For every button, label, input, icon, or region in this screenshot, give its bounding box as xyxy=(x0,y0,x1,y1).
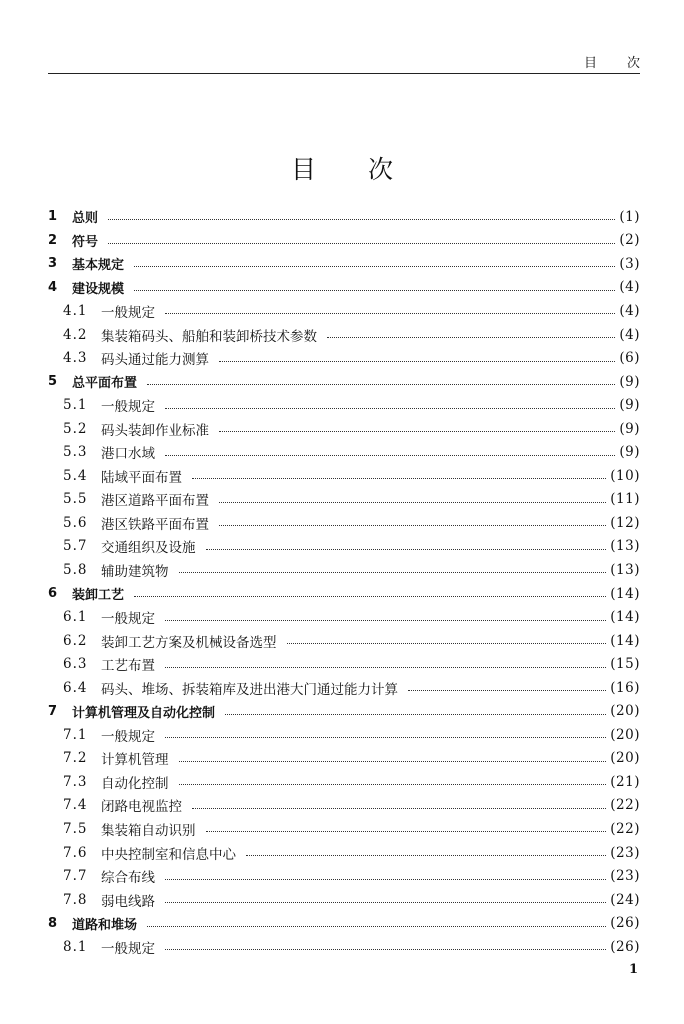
toc-entry-title: 建设规模 xyxy=(72,281,125,297)
running-header xyxy=(48,52,640,71)
toc-entry-title: 一般规定 xyxy=(101,399,155,416)
toc-entry-number: 5.2 xyxy=(63,420,88,437)
toc-dot-leader xyxy=(165,443,615,456)
toc-entry-page: (11) xyxy=(610,491,640,508)
toc-entry-page: (14) xyxy=(610,632,640,649)
toc-dot-leader xyxy=(179,560,607,573)
toc-dot-leader xyxy=(179,749,607,762)
toc-entry-title: 集装箱码头、船舶和装卸桥技术参数 xyxy=(101,328,317,345)
toc-entry-page: (1) xyxy=(619,208,640,225)
toc-entry[interactable] xyxy=(48,747,640,771)
table-of-contents xyxy=(48,205,640,959)
toc-dot-leader xyxy=(327,325,615,338)
toc-entry-number: 5.7 xyxy=(63,538,88,555)
toc-entry[interactable] xyxy=(48,299,640,323)
toc-entry-page: (20) xyxy=(610,726,640,743)
toc-entry[interactable] xyxy=(48,464,640,488)
toc-entry-number: 7.3 xyxy=(63,773,88,790)
toc-entry-title: 一般规定 xyxy=(101,304,155,321)
toc-entry-title: 总平面布置 xyxy=(72,376,138,392)
toc-entry-title: 一般规定 xyxy=(101,940,155,957)
toc-entry-page: (21) xyxy=(610,773,640,790)
running-header-left: 目 xyxy=(583,56,597,71)
toc-entry-number: 1 xyxy=(48,209,58,225)
toc-dot-leader xyxy=(219,419,615,432)
toc-entry-title: 码头通过能力测算 xyxy=(101,352,209,369)
toc-entry[interactable] xyxy=(48,676,640,700)
toc-entry-number: 6.4 xyxy=(63,679,88,696)
toc-entry-number: 7.1 xyxy=(63,726,88,743)
toc-entry-page: (26) xyxy=(610,915,640,932)
toc-entry-number: 7.6 xyxy=(63,844,88,861)
toc-dot-leader xyxy=(179,772,607,785)
toc-entry-page: (23) xyxy=(610,868,640,885)
page-title xyxy=(0,150,684,186)
toc-entry-title: 装卸工艺 xyxy=(72,588,125,604)
toc-entry-number: 6.3 xyxy=(63,656,88,673)
toc-entry-number: 5.1 xyxy=(63,397,88,414)
toc-dot-leader xyxy=(165,890,606,903)
toc-entry-number: 7 xyxy=(48,703,58,719)
toc-entry[interactable] xyxy=(48,205,640,229)
toc-entry-title: 集装箱自动识别 xyxy=(101,822,196,839)
toc-dot-leader xyxy=(219,490,606,503)
toc-dot-leader xyxy=(134,584,606,597)
toc-entry[interactable] xyxy=(48,605,640,629)
toc-entry[interactable] xyxy=(48,393,640,417)
toc-entry-page: (26) xyxy=(610,938,640,955)
toc-entry-page: (15) xyxy=(610,656,640,673)
toc-dot-leader xyxy=(206,537,607,550)
toc-entry[interactable] xyxy=(48,417,640,441)
toc-entry[interactable] xyxy=(48,370,640,394)
toc-entry[interactable] xyxy=(48,911,640,935)
toc-entry-page: (22) xyxy=(610,797,640,814)
toc-dot-leader xyxy=(165,725,606,738)
toc-dot-leader xyxy=(206,819,607,832)
page-number: 1 xyxy=(628,962,638,977)
toc-entry-title: 闭路电视监控 xyxy=(101,799,182,816)
toc-dot-leader xyxy=(165,655,606,668)
toc-entry[interactable] xyxy=(48,346,640,370)
toc-entry-page: (23) xyxy=(610,844,640,861)
toc-entry-number: 5.4 xyxy=(63,467,88,484)
toc-entry-title: 工艺布置 xyxy=(101,658,155,675)
toc-entry-page: (4) xyxy=(619,326,640,343)
toc-dot-leader xyxy=(134,278,615,291)
toc-entry-page: (6) xyxy=(619,350,640,367)
toc-entry-title: 港区铁路平面布置 xyxy=(101,516,209,533)
toc-entry[interactable] xyxy=(48,252,640,276)
toc-entry-page: (14) xyxy=(610,609,640,626)
toc-entry-title: 港口水域 xyxy=(101,446,155,463)
toc-entry-number: 4.1 xyxy=(63,302,88,319)
toc-entry[interactable] xyxy=(48,841,640,865)
toc-entry-number: 4.2 xyxy=(63,326,88,343)
toc-entry-page: (3) xyxy=(619,255,640,272)
toc-entry[interactable] xyxy=(48,864,640,888)
toc-entry-number: 6.2 xyxy=(63,632,88,649)
toc-dot-leader xyxy=(165,396,615,409)
toc-entry-page: (16) xyxy=(610,679,640,696)
page-title-part1: 目 xyxy=(290,155,316,184)
toc-entry-page: (10) xyxy=(610,467,640,484)
toc-entry-number: 5.5 xyxy=(63,491,88,508)
toc-dot-leader xyxy=(108,207,615,220)
toc-entry[interactable] xyxy=(48,723,640,747)
toc-entry-page: (2) xyxy=(619,232,640,249)
toc-entry[interactable] xyxy=(48,535,640,559)
toc-entry-title: 港区道路平面布置 xyxy=(101,493,209,510)
toc-dot-leader xyxy=(287,631,607,644)
toc-entry-title: 陆域平面布置 xyxy=(101,469,182,486)
toc-dot-leader xyxy=(408,678,606,691)
toc-dot-leader xyxy=(219,349,615,362)
toc-entry-title: 弱电线路 xyxy=(101,893,155,910)
toc-entry-number: 7.4 xyxy=(63,797,88,814)
toc-entry[interactable] xyxy=(48,488,640,512)
header-rule xyxy=(48,73,640,74)
toc-entry-page: (9) xyxy=(619,444,640,461)
toc-dot-leader xyxy=(165,937,606,950)
toc-dot-leader xyxy=(192,796,606,809)
toc-entry-title: 自动化控制 xyxy=(101,775,169,792)
toc-entry-title: 道路和堆场 xyxy=(72,917,138,933)
toc-entry-page: (13) xyxy=(610,538,640,555)
toc-entry[interactable] xyxy=(48,935,640,959)
running-header-right: 次 xyxy=(626,56,640,71)
toc-dot-leader xyxy=(108,231,615,244)
toc-dot-leader xyxy=(165,608,606,621)
toc-entry-title: 计算机管理及自动化控制 xyxy=(72,705,216,721)
toc-entry-page: (9) xyxy=(619,397,640,414)
toc-dot-leader xyxy=(225,702,606,715)
toc-entry-page: (14) xyxy=(610,585,640,602)
toc-entry[interactable] xyxy=(48,511,640,535)
toc-entry[interactable] xyxy=(48,629,640,653)
toc-entry-page: (9) xyxy=(619,420,640,437)
toc-entry-number: 8 xyxy=(48,915,58,931)
toc-entry-number: 7.5 xyxy=(63,820,88,837)
toc-entry-number: 2 xyxy=(48,232,58,248)
toc-entry-page: (24) xyxy=(610,891,640,908)
toc-entry-number: 7.7 xyxy=(63,868,88,885)
toc-entry-page: (4) xyxy=(619,302,640,319)
toc-entry-title: 码头、堆场、拆装箱库及进出港大门通过能力计算 xyxy=(101,681,398,698)
toc-dot-leader xyxy=(246,843,606,856)
toc-entry-title: 一般规定 xyxy=(101,728,155,745)
toc-entry[interactable] xyxy=(48,794,640,818)
toc-entry-number: 5.8 xyxy=(63,561,88,578)
toc-dot-leader xyxy=(147,372,615,385)
toc-entry-number: 5.6 xyxy=(63,514,88,531)
toc-entry-page: (13) xyxy=(610,561,640,578)
toc-entry-title: 基本规定 xyxy=(72,258,125,274)
page-title-part2: 次 xyxy=(368,155,394,184)
toc-entry[interactable] xyxy=(48,817,640,841)
toc-entry-title: 综合布线 xyxy=(101,870,155,887)
toc-entry-number: 6 xyxy=(48,586,58,602)
toc-entry-title: 计算机管理 xyxy=(101,752,169,769)
toc-entry-page: (12) xyxy=(610,514,640,531)
toc-entry-number: 5.3 xyxy=(63,444,88,461)
toc-entry-number: 6.1 xyxy=(63,609,88,626)
toc-entry[interactable] xyxy=(48,699,640,723)
toc-entry[interactable] xyxy=(48,276,640,300)
toc-dot-leader xyxy=(147,914,606,927)
toc-entry[interactable] xyxy=(48,229,640,253)
toc-entry-number: 8.1 xyxy=(63,938,88,955)
toc-entry[interactable] xyxy=(48,582,640,606)
toc-entry-page: (20) xyxy=(610,750,640,767)
toc-dot-leader xyxy=(165,867,606,880)
toc-dot-leader xyxy=(192,466,606,479)
toc-dot-leader xyxy=(165,301,615,314)
toc-entry[interactable] xyxy=(48,652,640,676)
toc-entry-title: 一般规定 xyxy=(101,611,155,628)
toc-entry-page: (4) xyxy=(619,279,640,296)
toc-entry-number: 7.8 xyxy=(63,891,88,908)
toc-entry[interactable] xyxy=(48,888,640,912)
toc-dot-leader xyxy=(219,513,606,526)
toc-entry-page: (9) xyxy=(619,373,640,390)
toc-entry-title: 辅助建筑物 xyxy=(101,563,169,580)
toc-entry-number: 7.2 xyxy=(63,750,88,767)
toc-entry-title: 总则 xyxy=(72,211,99,227)
toc-entry-number: 3 xyxy=(48,256,58,272)
toc-entry-title: 中央控制室和信息中心 xyxy=(101,846,236,863)
toc-dot-leader xyxy=(134,254,615,267)
toc-entry-title: 符号 xyxy=(72,234,99,250)
toc-entry[interactable] xyxy=(48,323,640,347)
toc-entry-number: 5 xyxy=(48,374,58,390)
toc-entry[interactable] xyxy=(48,440,640,464)
toc-entry-title: 装卸工艺方案及机械设备选型 xyxy=(101,634,277,651)
toc-entry-number: 4.3 xyxy=(63,350,88,367)
toc-entry-title: 码头装卸作业标准 xyxy=(101,422,209,439)
toc-entry-title: 交通组织及设施 xyxy=(101,540,196,557)
toc-entry-page: (20) xyxy=(610,703,640,720)
toc-entry-number: 4 xyxy=(48,279,58,295)
toc-entry-page: (22) xyxy=(610,820,640,837)
toc-entry[interactable] xyxy=(48,770,640,794)
toc-entry[interactable] xyxy=(48,558,640,582)
